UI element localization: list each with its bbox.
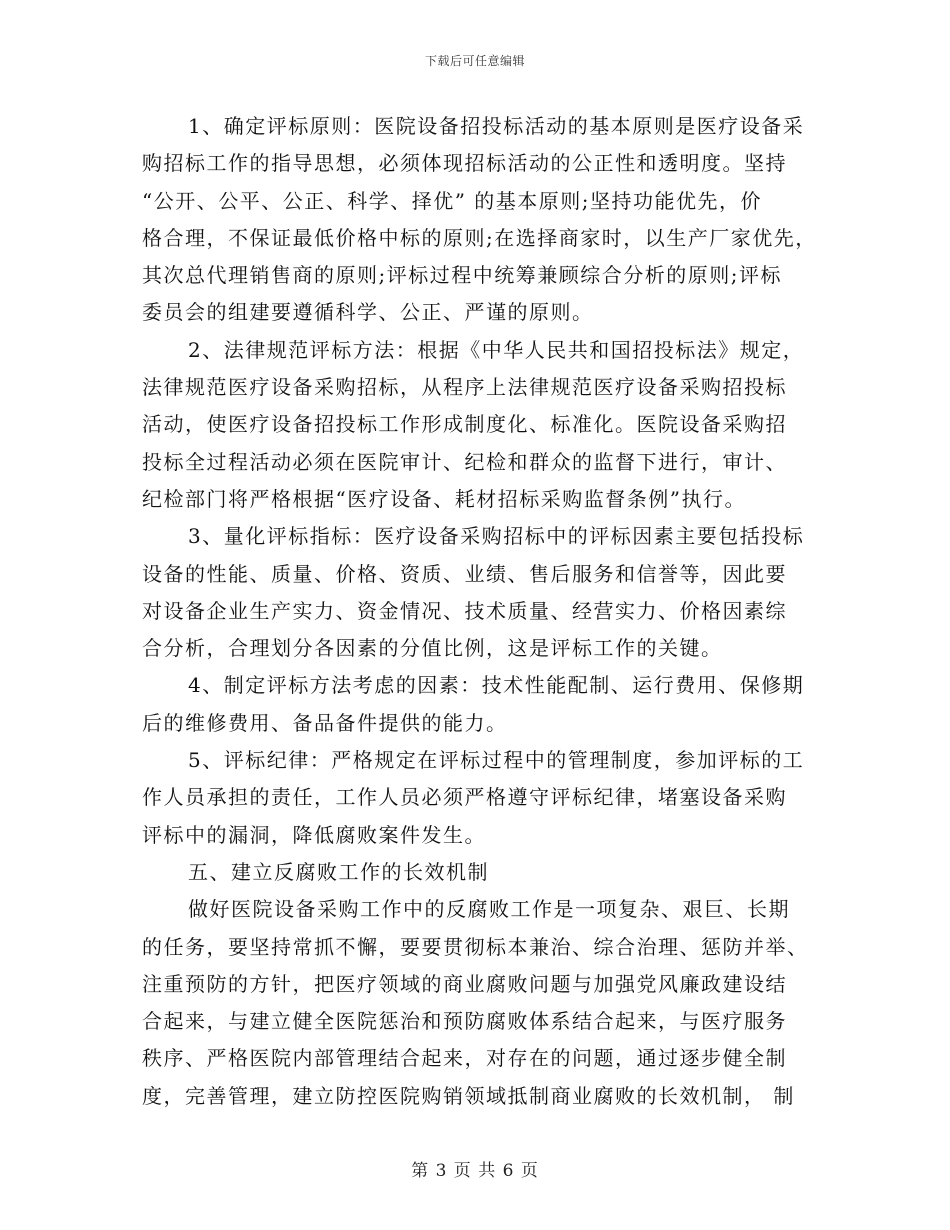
paragraph-line: “公开、公平、公正、科学、择优” 的基本原则;坚持功能优先，价 xyxy=(142,188,763,213)
paragraph-line: 合起来，与建立健全医院惩治和预防腐败体系结合起来，与医疗服务 xyxy=(142,1009,787,1034)
paragraph-line: 做好医院设备采购工作中的反腐败工作是一项复杂、艰巨、长期 xyxy=(188,897,790,922)
paragraph-line: 投标全过程活动必须在医院审计、纪检和群众的监督下进行，审计、 xyxy=(142,449,787,474)
paragraph-line: 法律规范医疗设备采购招标，从程序上法律规范医疗设备采购招投标 xyxy=(142,375,787,400)
page-footer: 第 3 页 共 6 页 xyxy=(411,1161,539,1181)
paragraph-line: 格合理，不保证最低价格中标的原则;在选择商家时，以生产厂家优先， xyxy=(142,225,817,250)
paragraph-line: 度，完善管理，建立防控医院购销领域抵制商业腐败的长效机制， 制 xyxy=(142,1083,795,1108)
paragraph-line: 5、评标纪律：严格规定在评标过程中的管理制度，参加评标的工 xyxy=(188,748,805,773)
paragraph-line: 3、量化评标指标：医疗设备采购招标中的评标因素主要包括投标 xyxy=(188,524,805,549)
paragraph-line: 合分析，合理划分各因素的分值比例，这是评标工作的关键。 xyxy=(142,636,723,661)
paragraph-line: 对设备企业生产实力、资金情况、技术质量、经营实力、价格因素综 xyxy=(142,598,787,623)
paragraph-line: 设备的性能、质量、价格、资质、业绩、售后服务和信誉等，因此要 xyxy=(142,561,787,586)
paragraph-line: 注重预防的方针，把医疗领域的商业腐败问题与加强党风廉政建设结 xyxy=(142,971,787,996)
paragraph-line: 后的维修费用、备品备件提供的能力。 xyxy=(142,710,508,735)
paragraph-line: 委员会的组建要遵循科学、公正、严谨的原则。 xyxy=(142,300,594,325)
paragraph-line: 作人员承担的责任，工作人员必须严格遵守评标纪律，堵塞设备采购 xyxy=(142,785,787,810)
page-header: 下载后可任意编辑 xyxy=(424,54,525,68)
paragraph-line: 秩序、严格医院内部管理结合起来，对存在的问题，通过逐步健全制 xyxy=(142,1046,787,1071)
paragraph-line: 评标中的漏洞，降低腐败案件发生。 xyxy=(142,822,486,847)
section-heading: 五、建立反腐败工作的长效机制 xyxy=(188,859,489,884)
paragraph-line: 2、法律规范评标方法：根据《中华人民共和国招投标法》规定， xyxy=(188,337,805,362)
paragraph-line: 其次总代理销售商的原则;评标过程中统筹兼顾综合分析的原则;评标 xyxy=(142,263,782,288)
paragraph-line: 的任务，要坚持常抓不懈，要要贯彻标本兼治、综合治理、惩防并举、 xyxy=(142,934,809,959)
paragraph-line: 活动，使医疗设备招投标工作形成制度化、标准化。医院设备采购招 xyxy=(142,412,787,437)
body-text xyxy=(142,108,817,1115)
paragraph-line: 1、确定评标原则：医院设备招投标活动的基本原则是医疗设备采 xyxy=(188,114,805,138)
paragraph-line: 4、制定评标方法考虑的因素：技术性能配制、运行费用、保修期 xyxy=(188,673,805,698)
paragraph-line: 纪检部门将严格根据“医疗设备、耗材招标采购监督条例”执行。 xyxy=(142,486,746,511)
paragraph-line: 购招标工作的指导思想，必须体现招标活动的公正性和透明度。坚持 xyxy=(142,151,787,176)
